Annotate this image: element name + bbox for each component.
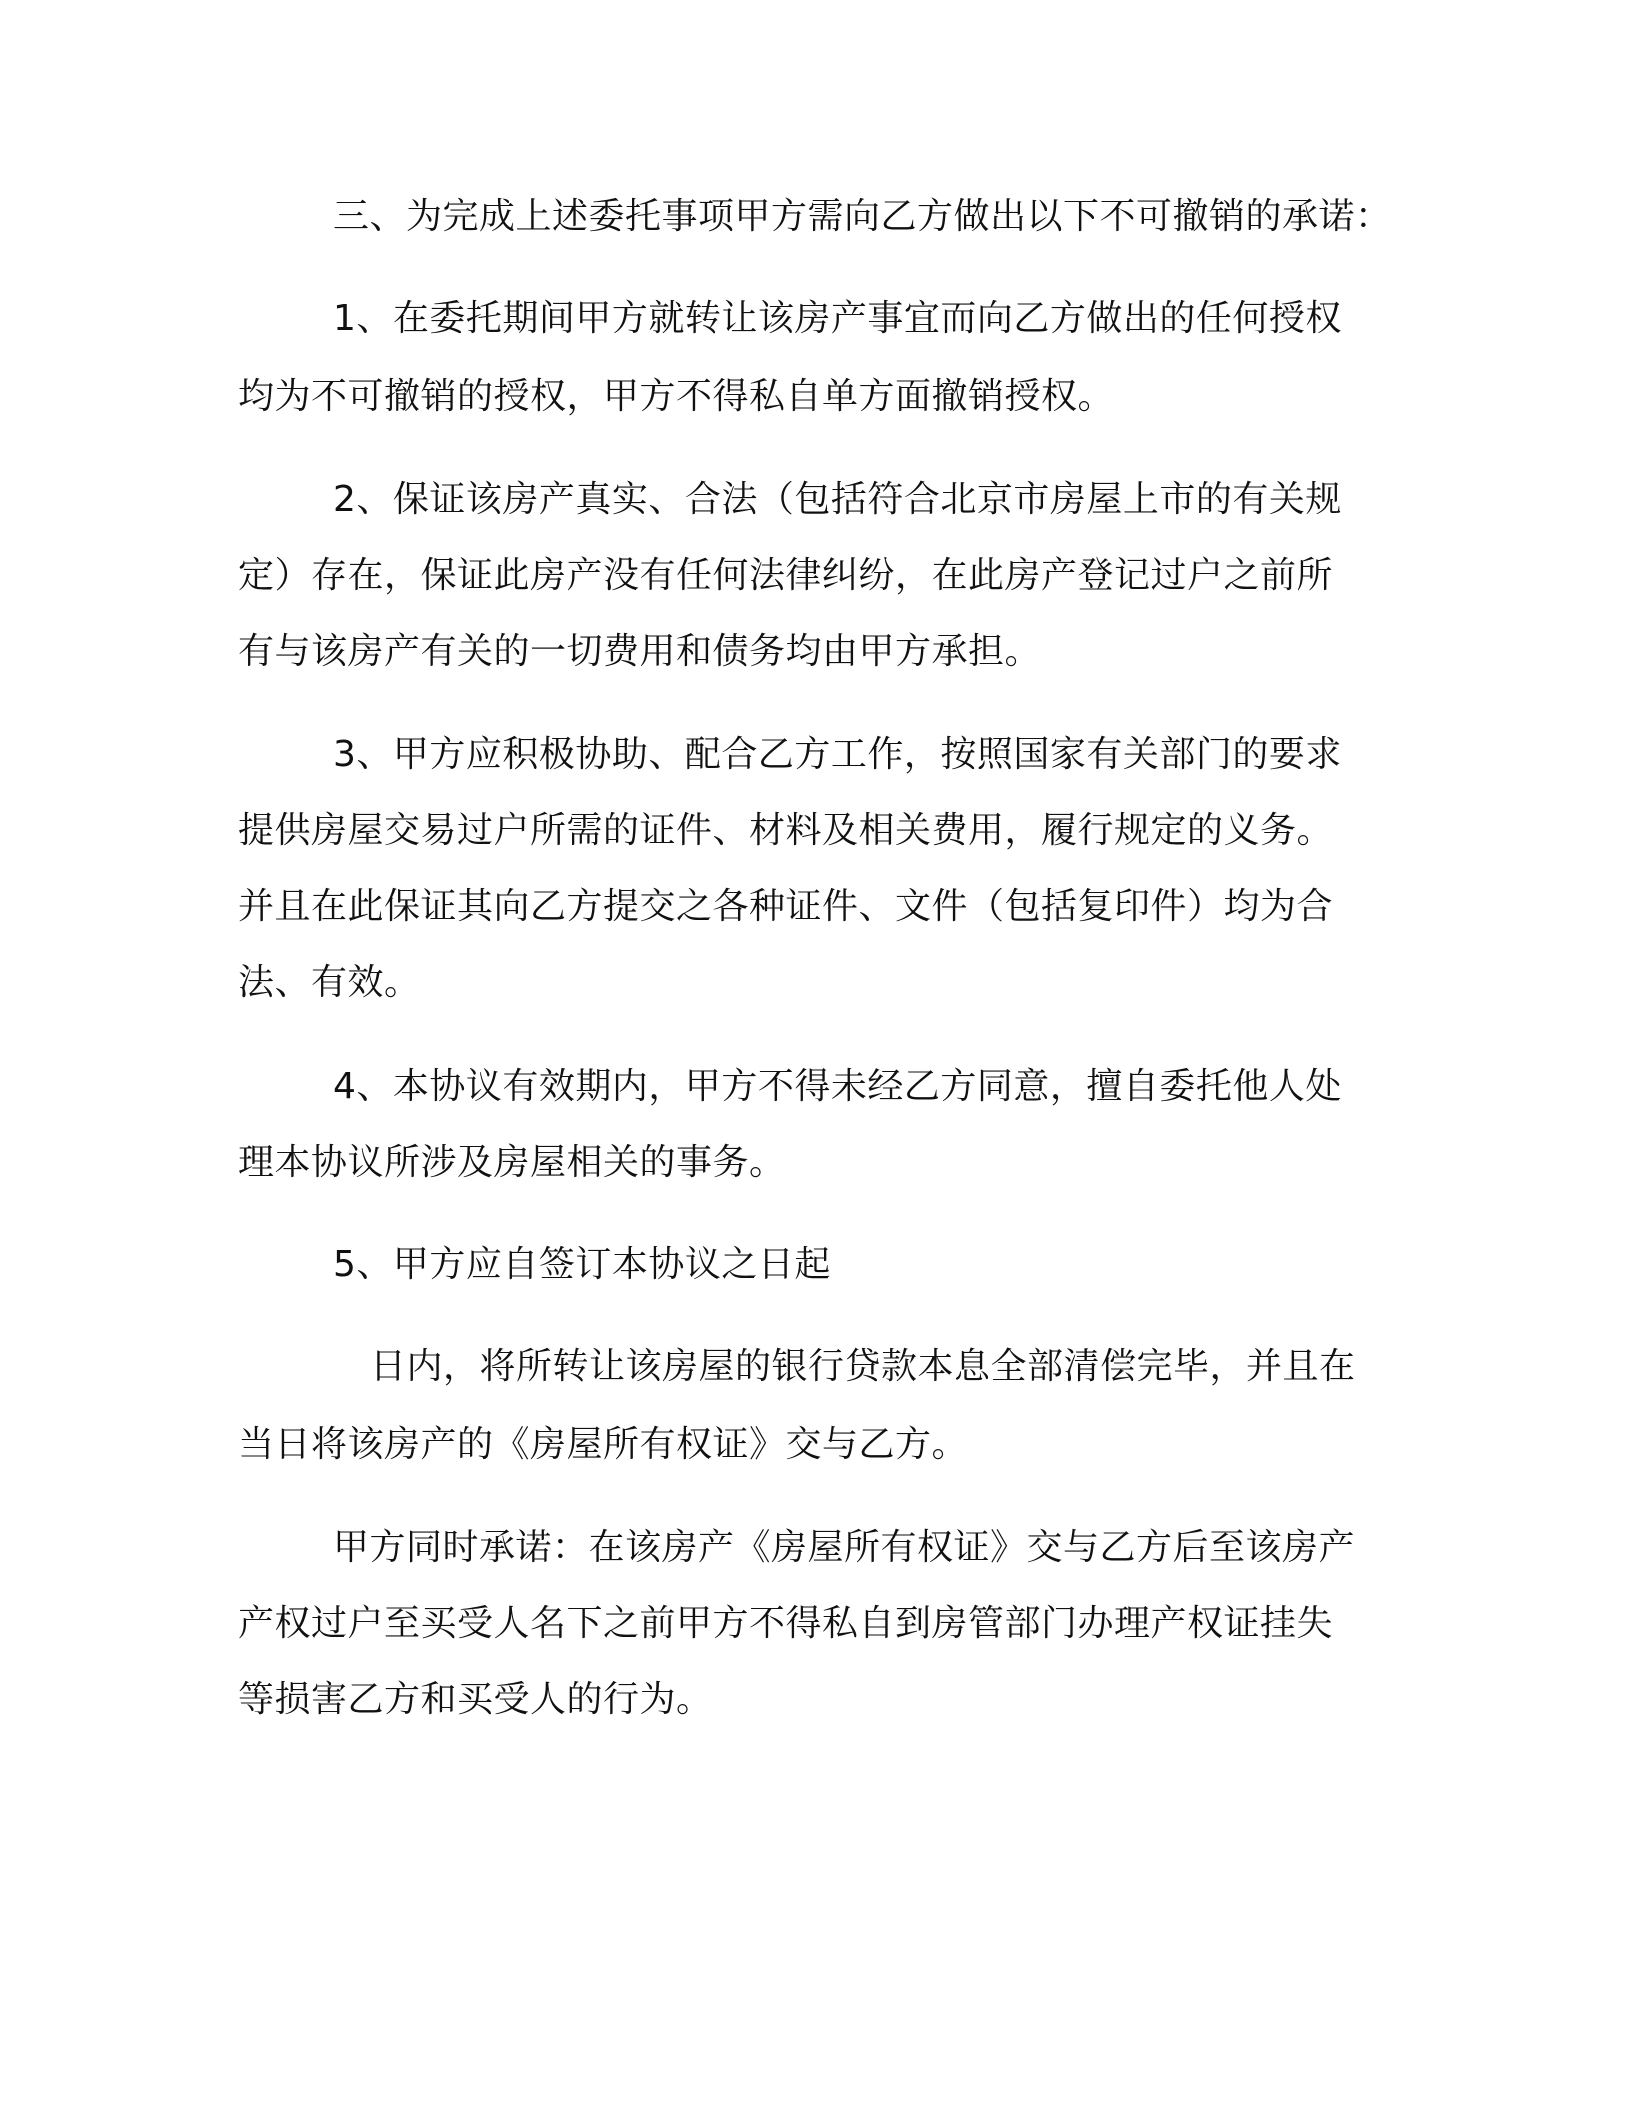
commitment-line-2: 产权过户至买受人名下之前甲方不得私自到房管部门办理产权证挂失	[238, 1603, 1334, 1644]
clause-1-line-1: 1、在委托期间甲方就转让该房产事宜而向乙方做出的任何授权	[333, 298, 1342, 339]
commitment-line-1: 甲方同时承诺：在该房产《房屋所有权证》交与乙方后至该房产	[333, 1527, 1356, 1568]
commitment-line-3: 等损害乙方和买受人的行为。	[238, 1679, 713, 1720]
clause-2-line-2: 定）存在，保证此房产没有任何法律纠纷，在此房产登记过户之前所	[238, 555, 1334, 596]
clause-4-line-1: 4、本协议有效期内，甲方不得未经乙方同意，擅自委托他人处	[333, 1066, 1342, 1107]
clause-3-line-1: 3、甲方应积极协助、配合乙方工作，按照国家有关部门的要求	[333, 734, 1342, 775]
clause-4-line-2: 理本协议所涉及房屋相关的事务。	[238, 1142, 786, 1183]
clause-3-line-2: 提供房屋交易过户所需的证件、材料及相关费用，履行规定的义务。	[238, 810, 1334, 851]
clause-2-line-3: 有与该房产有关的一切费用和债务均由甲方承担。	[238, 631, 1042, 672]
clause-3-line-3: 并且在此保证其向乙方提交之各种证件、文件（包括复印件）均为合	[238, 886, 1334, 927]
section-heading: 三、为完成上述委托事项甲方需向乙方做出以下不可撤销的承诺：	[333, 196, 1392, 237]
clause-5-line-1: 5、甲方应自签订本协议之日起	[333, 1244, 831, 1285]
clause-3-line-4: 法、有效。	[238, 962, 421, 1003]
clause-1-line-2: 均为不可撤销的授权，甲方不得私自单方面撤销授权。	[238, 376, 1115, 417]
clause-5-cont-line-2: 当日将该房产的《房屋所有权证》交与乙方。	[238, 1424, 969, 1465]
clause-2-line-1: 2、保证该房产真实、合法（包括符合北京市房屋上市的有关规	[333, 479, 1342, 520]
clause-5-cont-line-1: 日内，将所转让该房屋的银行贷款本息全部清偿完毕，并且在	[370, 1346, 1356, 1387]
